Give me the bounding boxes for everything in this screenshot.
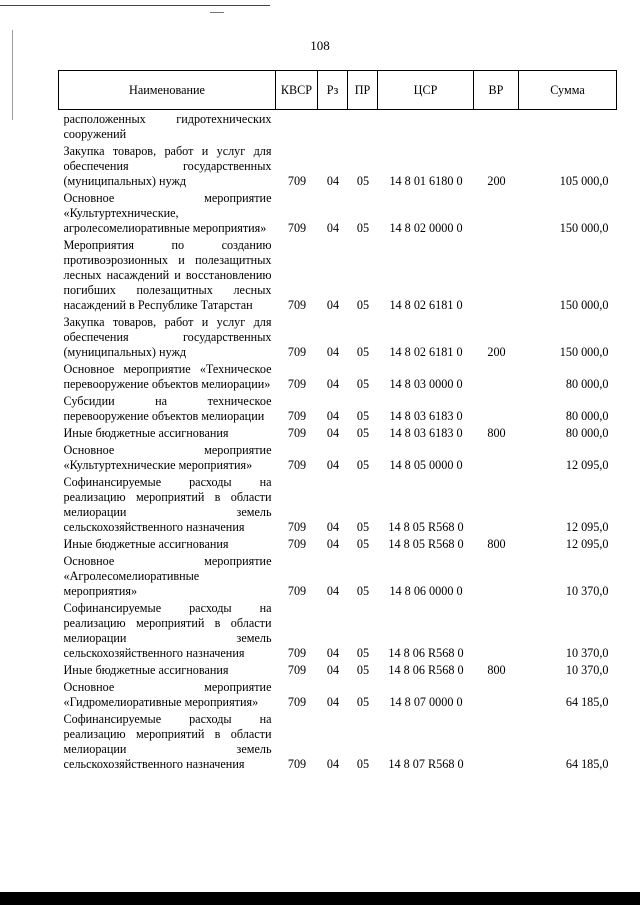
cell-rz: 04 <box>326 174 340 188</box>
cell-name: Софинансируемые расходы на реализацию мероприятий в области мелиорации земель сельскохозяйственного назначения <box>63 601 272 660</box>
table-header-row <box>59 71 617 110</box>
table-row <box>59 662 617 679</box>
cell-name: Субсидии на техническое перевооружение объектов мелиорации <box>63 394 272 423</box>
cell-csr: 14 8 02 0000 0 <box>389 221 463 235</box>
cell-sum: 150 000,0 <box>559 298 609 312</box>
cell-pr: 05 <box>356 174 370 188</box>
cell-csr: 14 8 01 6180 0 <box>389 174 463 188</box>
cell-name: Основное мероприятие «Культуртехнические мероприятия» <box>63 443 272 472</box>
header-rz: Рз <box>318 71 348 110</box>
cell-pr: 05 <box>356 458 370 472</box>
cell-vr <box>474 474 519 536</box>
cell-rz: 04 <box>326 584 340 598</box>
cell-csr: 14 8 06 R568 0 <box>388 663 464 677</box>
cell-csr: 14 8 05 0000 0 <box>389 458 463 472</box>
cell-name: Закупка товаров, работ и услуг для обеспечения государственных (муниципальных) нужд <box>63 144 272 188</box>
cell-csr: 14 8 05 R568 0 <box>388 520 464 534</box>
cell-name: Иные бюджетные ассигнования <box>63 537 229 551</box>
cell-name: Основное мероприятие «Культуртехнические, агролесомелиоративные мероприятия» <box>63 191 272 235</box>
cell-kvsr: 709 <box>287 221 307 235</box>
cell-rz: 04 <box>326 298 340 312</box>
table-row <box>59 600 617 662</box>
cell-pr <box>348 110 378 144</box>
cell-rz: 04 <box>326 663 340 677</box>
table-row <box>59 553 617 600</box>
cell-kvsr: 709 <box>287 695 307 709</box>
cell-name: Иные бюджетные ассигнования <box>63 426 229 440</box>
cell-sum: 150 000,0 <box>559 345 609 359</box>
cell-pr: 05 <box>356 663 370 677</box>
cell-sum: 10 370,0 <box>565 663 609 677</box>
cell-sum <box>519 110 617 144</box>
cell-kvsr <box>276 110 318 144</box>
cell-name: Иные бюджетные ассигнования <box>63 663 229 677</box>
page-number: 108 <box>310 38 330 53</box>
cell-vr: 800 <box>487 537 506 551</box>
table-body <box>59 110 617 774</box>
table-row <box>59 711 617 773</box>
cell-vr <box>474 237 519 314</box>
cell-rz: 04 <box>326 221 340 235</box>
cell-csr: 14 8 06 0000 0 <box>389 584 463 598</box>
budget-table <box>58 70 617 773</box>
scan-top-line <box>0 5 270 6</box>
cell-sum: 80 000,0 <box>565 426 609 440</box>
table-row <box>59 143 617 190</box>
cell-name: Софинансируемые расходы на реализацию мероприятий в области мелиорации земель сельскохозяйственного назначения <box>63 712 272 771</box>
table-row <box>59 425 617 442</box>
cell-rz: 04 <box>326 377 340 391</box>
cell-pr: 05 <box>356 757 370 771</box>
cell-sum: 12 095,0 <box>565 520 609 534</box>
cell-sum: 12 095,0 <box>565 458 609 472</box>
cell-rz: 04 <box>326 757 340 771</box>
cell-csr: 14 8 03 6183 0 <box>389 426 463 440</box>
cell-pr: 05 <box>356 695 370 709</box>
cell-rz: 04 <box>326 646 340 660</box>
cell-csr: 14 8 02 6181 0 <box>389 345 463 359</box>
header-name: Наименование <box>59 71 276 110</box>
cell-csr: 14 8 07 0000 0 <box>389 695 463 709</box>
cell-sum: 12 095,0 <box>565 537 609 551</box>
cell-kvsr: 709 <box>287 537 307 551</box>
cell-vr <box>474 393 519 425</box>
cell-csr: 14 8 06 R568 0 <box>388 646 464 660</box>
table-row <box>59 361 617 393</box>
cell-pr: 05 <box>356 409 370 423</box>
table-row <box>59 110 617 144</box>
cell-pr: 05 <box>356 377 370 391</box>
cell-vr <box>474 711 519 773</box>
scan-bottom-bar <box>0 892 640 905</box>
cell-kvsr: 709 <box>287 584 307 598</box>
cell-pr: 05 <box>356 537 370 551</box>
cell-kvsr: 709 <box>287 663 307 677</box>
cell-kvsr: 709 <box>287 377 307 391</box>
cell-sum: 80 000,0 <box>565 377 609 391</box>
cell-name: расположенных гидротехнических сооружений <box>63 112 272 141</box>
cell-csr <box>378 110 474 144</box>
cell-pr: 05 <box>356 426 370 440</box>
cell-sum: 150 000,0 <box>559 221 609 235</box>
header-csr: ЦСР <box>378 71 474 110</box>
cell-rz: 04 <box>326 426 340 440</box>
table-row <box>59 679 617 711</box>
cell-sum: 10 370,0 <box>565 584 609 598</box>
cell-vr <box>474 553 519 600</box>
cell-csr: 14 8 03 6183 0 <box>389 409 463 423</box>
cell-name: Основное мероприятие «Гидромелиоративные мероприятия» <box>63 680 272 709</box>
table-row <box>59 393 617 425</box>
cell-kvsr: 709 <box>287 646 307 660</box>
cell-csr: 14 8 03 0000 0 <box>389 377 463 391</box>
cell-kvsr: 709 <box>287 757 307 771</box>
cell-pr: 05 <box>356 584 370 598</box>
cell-name: Основное мероприятие «Техническое перевооружение объектов мелиорации» <box>63 362 272 391</box>
cell-kvsr: 709 <box>287 174 307 188</box>
cell-kvsr: 709 <box>287 520 307 534</box>
cell-name: Закупка товаров, работ и услуг для обеспечения государственных (муниципальных) нужд <box>63 315 272 359</box>
cell-sum: 64 185,0 <box>565 757 609 771</box>
cell-name: Мероприятия по созданию противоэрозионных и полезащитных лесных насаждений и восстановлению погибших полезащитных лесных насаждений в Республике Татарстан <box>63 238 272 312</box>
cell-vr <box>474 679 519 711</box>
cell-csr: 14 8 07 R568 0 <box>388 757 464 771</box>
table-row <box>59 442 617 474</box>
cell-kvsr: 709 <box>287 409 307 423</box>
cell-vr <box>474 110 519 144</box>
cell-name: Основное мероприятие «Агролесомелиоративные мероприятия» <box>63 554 272 598</box>
cell-kvsr: 709 <box>287 298 307 312</box>
cell-csr: 14 8 05 R568 0 <box>388 537 464 551</box>
cell-rz: 04 <box>326 345 340 359</box>
cell-sum: 64 185,0 <box>565 695 609 709</box>
cell-vr <box>474 600 519 662</box>
cell-vr <box>474 361 519 393</box>
cell-csr: 14 8 02 6181 0 <box>389 298 463 312</box>
table-row <box>59 474 617 536</box>
cell-pr: 05 <box>356 646 370 660</box>
cell-vr: 200 <box>487 174 506 188</box>
cell-rz: 04 <box>326 409 340 423</box>
cell-rz <box>318 110 348 144</box>
cell-name: Софинансируемые расходы на реализацию мероприятий в области мелиорации земель сельскохозяйственного назначения <box>63 475 272 534</box>
cell-sum: 10 370,0 <box>565 646 609 660</box>
cell-pr: 05 <box>356 221 370 235</box>
cell-rz: 04 <box>326 695 340 709</box>
cell-kvsr: 709 <box>287 458 307 472</box>
cell-rz: 04 <box>326 520 340 534</box>
cell-kvsr: 709 <box>287 345 307 359</box>
cell-kvsr: 709 <box>287 426 307 440</box>
cell-rz: 04 <box>326 537 340 551</box>
header-vr: ВР <box>474 71 519 110</box>
header-sum: Сумма <box>519 71 617 110</box>
cell-vr: 800 <box>487 663 506 677</box>
table-row <box>59 190 617 237</box>
cell-vr: 200 <box>487 345 506 359</box>
table-row <box>59 314 617 361</box>
scan-mark <box>210 12 224 13</box>
header-kvsr: КВСР <box>276 71 318 110</box>
cell-pr: 05 <box>356 520 370 534</box>
cell-vr: 800 <box>487 426 506 440</box>
cell-vr <box>474 190 519 237</box>
cell-sum: 80 000,0 <box>565 409 609 423</box>
table-row <box>59 237 617 314</box>
cell-rz: 04 <box>326 458 340 472</box>
cell-pr: 05 <box>356 345 370 359</box>
cell-sum: 105 000,0 <box>559 174 609 188</box>
header-pr: ПР <box>348 71 378 110</box>
cell-vr <box>474 442 519 474</box>
table-row <box>59 536 617 553</box>
cell-pr: 05 <box>356 298 370 312</box>
